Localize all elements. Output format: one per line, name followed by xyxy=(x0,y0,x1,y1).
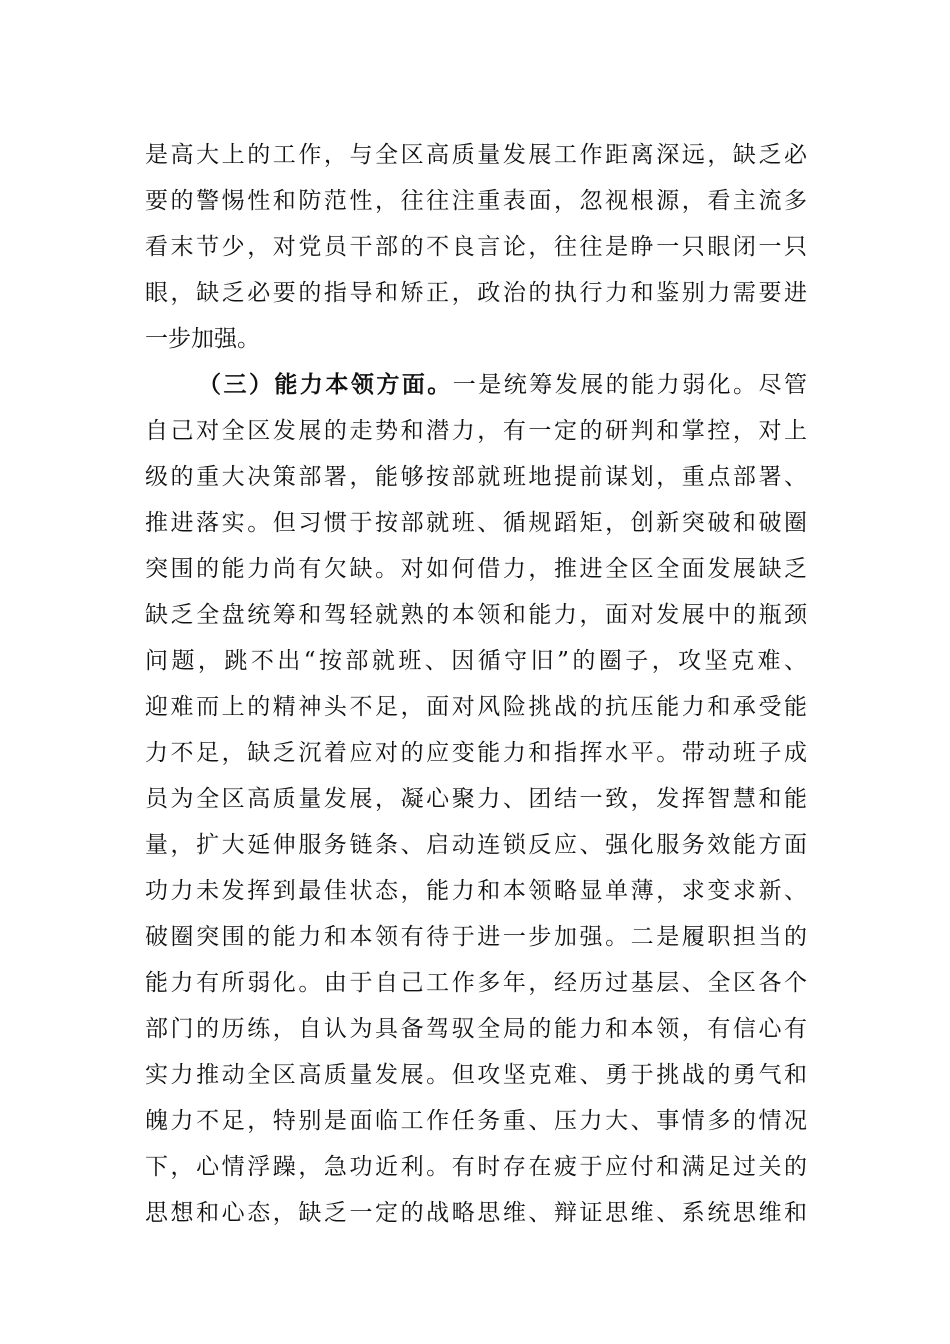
text-line: 眼，缺乏必要的指导和矫正，政治的执行力和鉴别力需要进 xyxy=(145,280,807,306)
text-line: 功力未发挥到最佳状态，能力和本领略显单薄，求变求新、 xyxy=(145,878,807,904)
text-line: 是高大上的工作，与全区高质量发展工作距离深远，缺乏必 xyxy=(145,142,807,168)
text-line: 自己对全区发展的走势和潜力，有一定的研判和掌控，对上 xyxy=(145,418,807,444)
text-line: 实力推动全区高质量发展。但攻坚克难、勇于挑战的勇气和 xyxy=(145,1062,807,1088)
text-span: 一是统筹发展的能力弱化。尽管 xyxy=(452,372,808,398)
text-line: 级的重大决策部署，能够按部就班地提前谋划，重点部署、 xyxy=(145,464,807,490)
text-line: 看末节少，对党员干部的不良言论，往往是睁一只眼闭一只 xyxy=(145,234,807,260)
text-line: 思想和心态，缺乏一定的战略思维、辩证思维、系统思维和 xyxy=(145,1200,807,1226)
text-line: 量，扩大延伸服务链条、启动连锁反应、强化服务效能方面 xyxy=(145,832,807,858)
text-line: 破圈突围的能力和本领有待于进一步加强。二是履职担当的 xyxy=(145,924,807,950)
text-line: 一步加强。 xyxy=(145,326,260,352)
text-line: 迎难而上的精神头不足，面对风险挑战的抗压能力和承受能 xyxy=(145,694,807,720)
text-line: 缺乏全盘统筹和驾轻就熟的本领和能力，面对发展中的瓶颈 xyxy=(145,602,807,628)
section-heading: （三）能力本领方面。 xyxy=(198,371,453,398)
text-line: 能力有所弱化。由于自己工作多年，经历过基层、全区各个 xyxy=(145,970,807,996)
text-line: 突围的能力尚有欠缺。对如何借力，推进全区全面发展缺乏 xyxy=(145,556,807,582)
text-line: 魄力不足，特别是面临工作任务重、压力大、事情多的情况 xyxy=(145,1108,807,1134)
section-heading-line xyxy=(198,362,807,408)
text-line: 要的警惕性和防范性，往往注重表面，忽视根源，看主流多 xyxy=(145,188,807,214)
text-line: 推进落实。但习惯于按部就班、循规蹈矩，创新突破和破圈 xyxy=(145,510,807,536)
text-line: 部门的历练，自认为具备驾驭全局的能力和本领，有信心有 xyxy=(145,1016,807,1042)
text-line: 问题，跳不出“按部就班、因循守旧”的圈子，攻坚克难、 xyxy=(145,648,807,674)
text-line: 员为全区高质量发展，凝心聚力、团结一致，发挥智慧和能 xyxy=(145,786,807,812)
text-line: 力不足，缺乏沉着应对的应变能力和指挥水平。带动班子成 xyxy=(145,740,807,766)
text-line: 下，心情浮躁，急功近利。有时存在疲于应付和满足过关的 xyxy=(145,1154,807,1180)
